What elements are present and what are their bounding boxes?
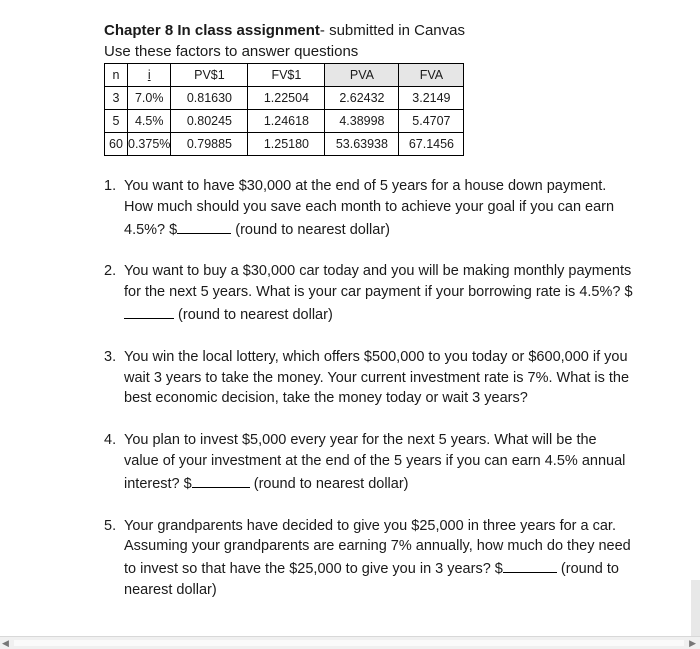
question-text: Your grandparents have decided to give you $25,000 in three years for a car. Assuming your grandparents are earning 7% annually, how much do they need to invest so that have the $25,000 to give you in 3 years? $ xyxy=(124,517,631,578)
table-cell: 60 xyxy=(105,133,128,156)
document-title xyxy=(104,22,465,39)
question-3 xyxy=(104,347,634,409)
question-text: You want to have $30,000 at the end of 5 years for a house down payment. How much should you save each month to achieve your goal if you can earn 4.5%? $ xyxy=(124,178,615,238)
answer-blank xyxy=(503,557,557,573)
table-cell: 0.80245 xyxy=(171,110,248,133)
header-i-label: i xyxy=(147,68,151,82)
question-suffix: (round to nearest dollar) xyxy=(235,221,390,238)
question-suffix: (round to nearest dollar) xyxy=(178,306,333,323)
table-cell: 3 xyxy=(105,87,128,110)
question-2 xyxy=(104,261,634,325)
table-cell: 2.62432 xyxy=(325,87,399,110)
scrollbar-thumb[interactable] xyxy=(14,640,684,646)
question-5 xyxy=(104,516,634,601)
header-cell-i xyxy=(128,64,171,87)
table-cell: 1.25180 xyxy=(248,133,325,156)
question-number: 2. xyxy=(104,263,117,280)
document-subtitle: Use these factors to answer questions xyxy=(104,43,359,60)
table-cell: 5.4707 xyxy=(399,110,464,133)
vertical-scrollbar[interactable] xyxy=(691,580,700,636)
header-cell-fv1: FV$1 xyxy=(248,64,325,87)
table-cell: 5 xyxy=(105,110,128,133)
table-cell: 0.81630 xyxy=(171,87,248,110)
question-number: 4. xyxy=(104,432,117,449)
table-cell: 1.24618 xyxy=(248,110,325,133)
question-number: 5. xyxy=(104,517,117,534)
question-text: You win the local lottery, which offers $500,000 to you today or $600,000 if you wait 3 years to take the money. Your current investment rate is 7%. What is the best economic decision, take the money today or wait 3 years? xyxy=(124,348,630,407)
factors-table xyxy=(104,63,464,156)
horizontal-scrollbar[interactable] xyxy=(0,636,700,649)
table-cell: 4.5% xyxy=(128,110,171,133)
title-bold: Chapter 8 In class assignment xyxy=(104,22,320,39)
table-cell: 0.375% xyxy=(128,133,171,156)
table-row xyxy=(105,87,464,110)
question-number: 1. xyxy=(104,178,117,194)
answer-blank xyxy=(177,218,231,234)
table-cell: 3.2149 xyxy=(399,87,464,110)
table-row xyxy=(105,133,464,156)
table-cell: 7.0% xyxy=(128,87,171,110)
question-list xyxy=(104,176,634,622)
question-text: You plan to invest $5,000 every year for the next 5 years. What will be the value of your investment at the end of the 5 years if you can earn 4.5% annual interest? $ xyxy=(124,432,626,492)
table-header-row xyxy=(105,64,464,87)
question-suffix: (round to nearest dollar) xyxy=(253,475,409,492)
scroll-left-arrow-icon[interactable]: ◀ xyxy=(2,638,9,648)
header-cell-pva: PVA xyxy=(325,64,399,87)
table-cell: 67.1456 xyxy=(399,133,464,156)
table-cell: 0.79885 xyxy=(171,133,248,156)
header-cell-fva: FVA xyxy=(399,64,464,87)
question-4 xyxy=(104,430,634,494)
table-cell: 53.63938 xyxy=(325,133,399,156)
question-text: You want to buy a $30,000 car today and you will be making monthly payments for the next 5 years. What is your car payment if your borrowing rate is 4.5%? $ xyxy=(124,263,633,301)
table-row xyxy=(105,110,464,133)
question-1 xyxy=(104,176,634,240)
scroll-right-arrow-icon[interactable]: ▶ xyxy=(689,638,696,648)
table-cell: 1.22504 xyxy=(248,87,325,110)
header-cell-n: n xyxy=(105,64,128,87)
answer-blank xyxy=(192,472,250,488)
question-suffix: (round to nearest dollar) xyxy=(124,561,619,598)
question-number: 3. xyxy=(104,348,117,365)
table-cell: 4.38998 xyxy=(325,110,399,133)
answer-blank xyxy=(124,303,174,319)
header-cell-pv1: PV$1 xyxy=(171,64,248,87)
title-rest: - submitted in Canvas xyxy=(319,22,465,39)
